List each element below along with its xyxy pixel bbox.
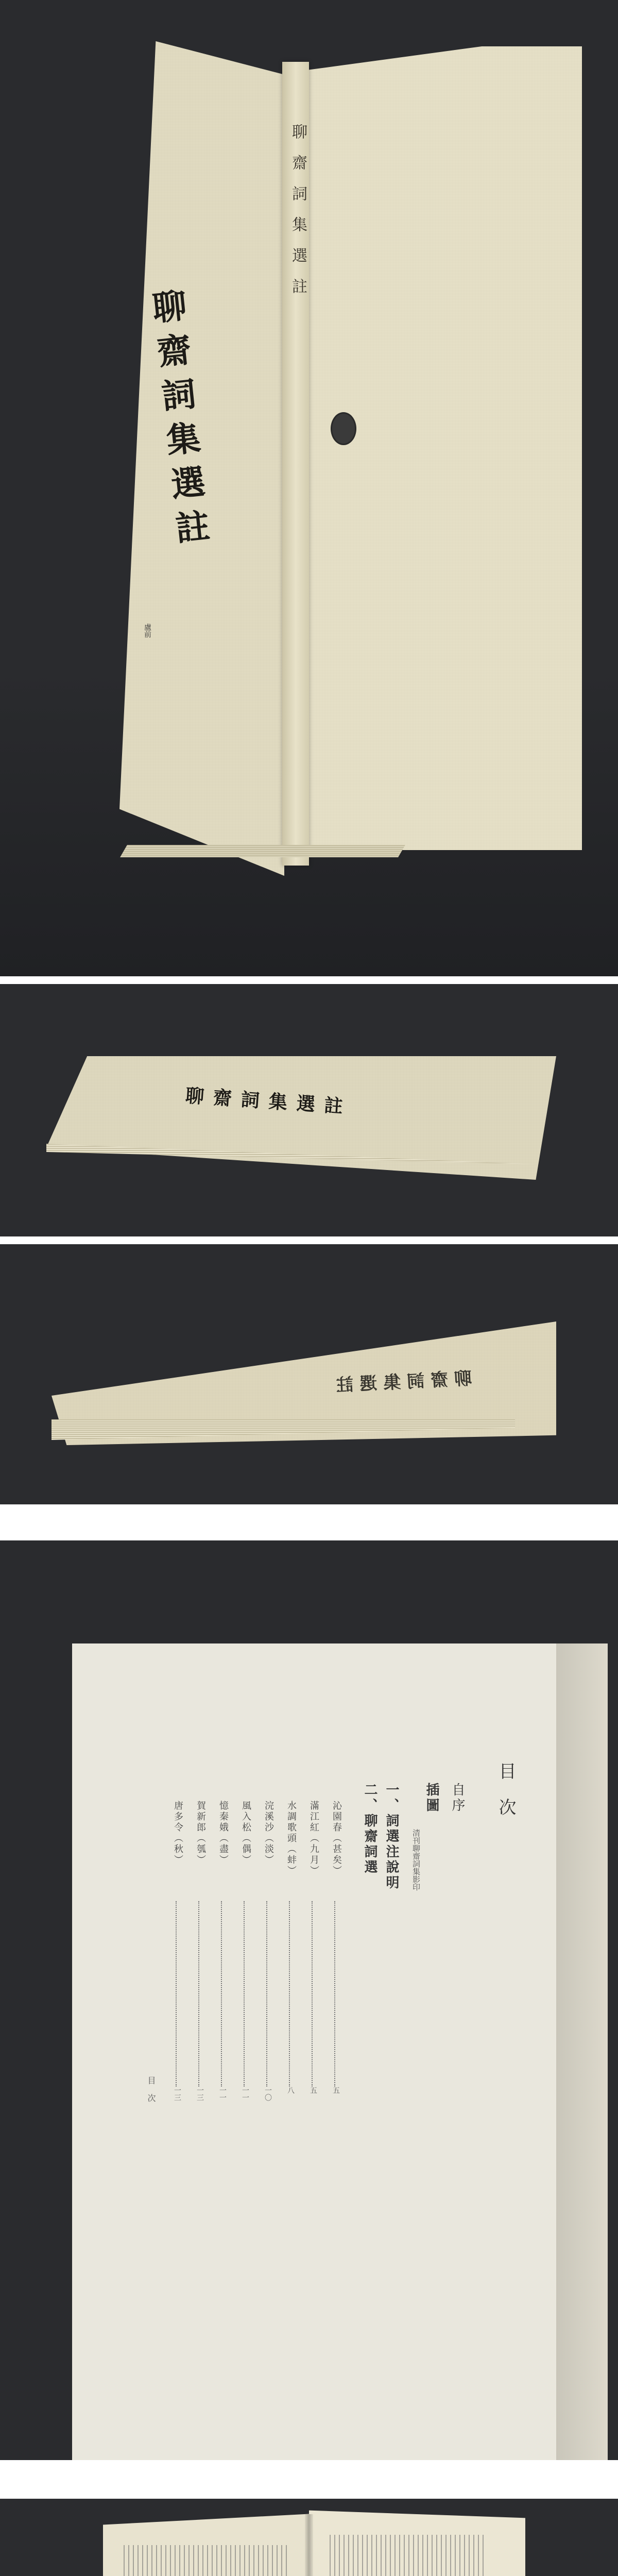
toc-footer: 目次 bbox=[146, 2076, 156, 2111]
book-back-cover bbox=[304, 46, 582, 850]
toc-page-num: 八 bbox=[286, 2087, 295, 2094]
toc-photo bbox=[0, 1540, 618, 2460]
toc-plates: 插圖 bbox=[424, 1783, 439, 1814]
toc-entry: 憶秦娥（盡） bbox=[218, 1801, 229, 1866]
toc-entry: 沁園春（甚矣） bbox=[331, 1801, 342, 1876]
book-gutter bbox=[305, 2514, 313, 2576]
toc-page-num: 五 bbox=[309, 2087, 317, 2094]
open-book-1-photo bbox=[0, 2499, 618, 2576]
toc-page-right-edge bbox=[556, 1643, 608, 2460]
spine-seal bbox=[331, 412, 356, 445]
toc-entry: 賀新郎（瓠） bbox=[195, 1801, 206, 1866]
toc-page bbox=[72, 1643, 556, 2460]
book-lying-cover bbox=[46, 1056, 556, 1180]
toc-heading: 目次 bbox=[495, 1762, 516, 1834]
page-edges bbox=[120, 845, 405, 857]
cover-calligraphy-side2: 聊齋詞集選註 bbox=[329, 1368, 473, 1397]
toc-plates-note: 清刊聊齋詞集影印 bbox=[411, 1829, 421, 1891]
left-page-text bbox=[124, 2545, 288, 2576]
toc-entry: 唐多令（秋） bbox=[173, 1801, 183, 1866]
toc-leader bbox=[176, 1901, 177, 2087]
toc-leader bbox=[244, 1901, 245, 2087]
toc-leader bbox=[266, 1901, 267, 2087]
cover-calligraphy-angled: 聊齋詞集選註 bbox=[145, 287, 213, 556]
toc-entry: 浣溪沙（淡） bbox=[263, 1801, 274, 1866]
right-page-text bbox=[330, 2535, 484, 2576]
cover-calligraphy-side1: 聊齋詞集選註 bbox=[184, 1084, 353, 1118]
toc-entry: 滿江紅（九月） bbox=[308, 1801, 319, 1876]
toc-page-num: 一〇 bbox=[264, 2087, 272, 2101]
toc-entry: 風入松（偶） bbox=[241, 1801, 251, 1866]
toc-leader bbox=[198, 1901, 199, 2087]
toc-preface: 自序 bbox=[450, 1783, 465, 1814]
spine-view-photo bbox=[0, 0, 618, 976]
toc-section-1: 一、詞選注說明 bbox=[384, 1783, 399, 1891]
toc-section-2: 二、聊齋詞選 bbox=[362, 1783, 377, 1875]
toc-page-num: 一三 bbox=[196, 2087, 204, 2101]
toc-entry: 水調歌頭（蚌） bbox=[286, 1801, 297, 1876]
toc-page-num: 一一 bbox=[218, 2087, 227, 2101]
toc-leader bbox=[289, 1901, 290, 2087]
toc-page-num: 一一 bbox=[241, 2087, 249, 2101]
toc-page-num: 五 bbox=[332, 2087, 340, 2094]
side-view-2-photo bbox=[0, 1244, 618, 1504]
toc-leader bbox=[334, 1901, 335, 2087]
toc-leader bbox=[312, 1901, 313, 2087]
cover-small-text-angled: 盧前 bbox=[143, 623, 151, 638]
spine-title: 聊齋詞集選註 bbox=[289, 124, 307, 309]
toc-page-num: 一三 bbox=[173, 2087, 181, 2101]
toc-leader bbox=[221, 1901, 222, 2087]
side-view-1-photo bbox=[0, 984, 618, 1236]
